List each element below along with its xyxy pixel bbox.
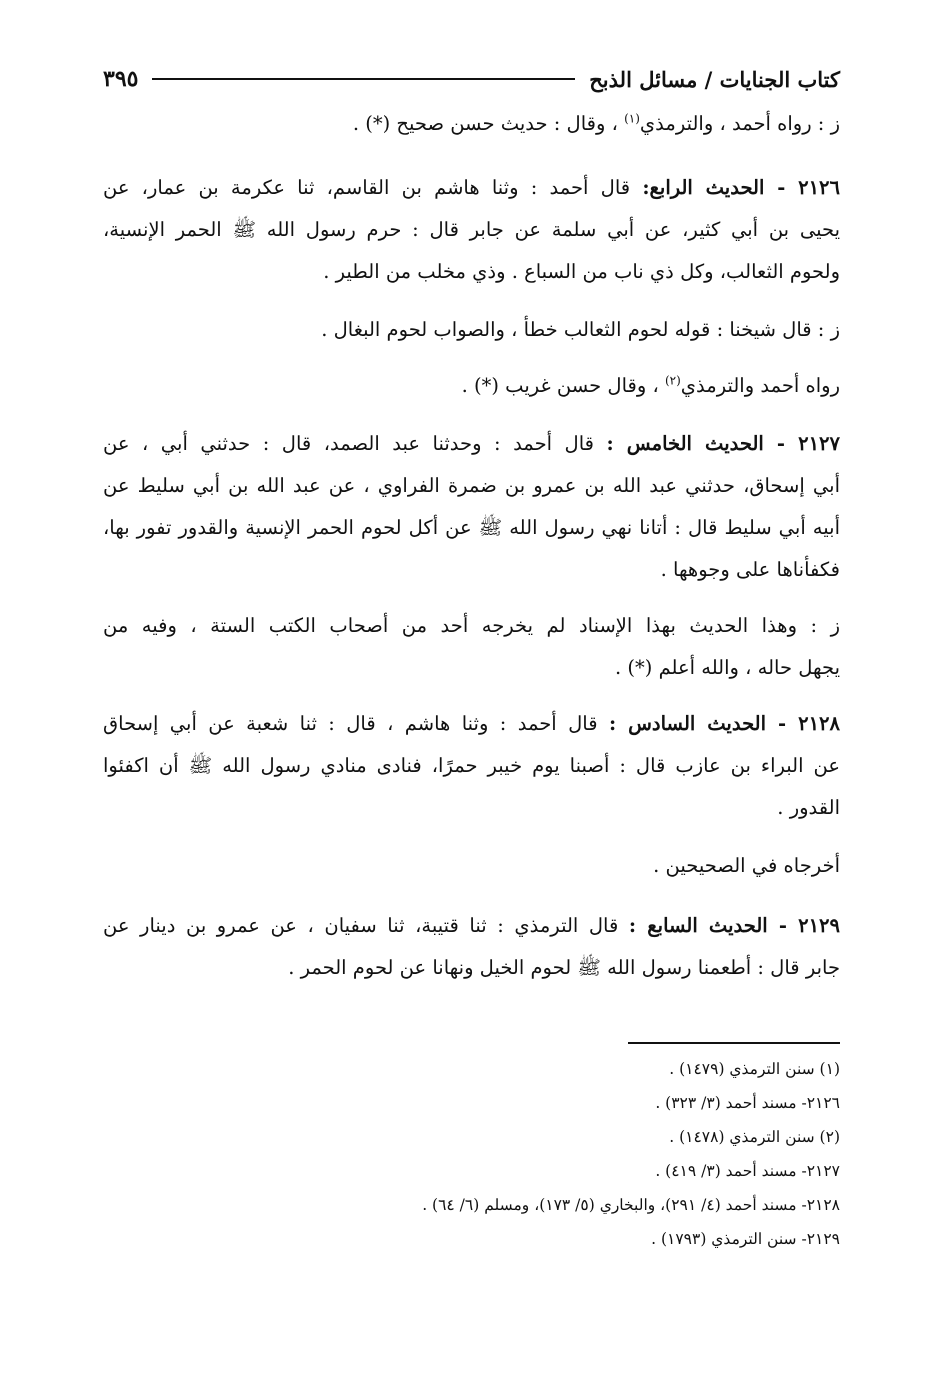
hadith-2127-line-1: ٢١٢٧ - الحديث الخامس : قال أحمد : وحدثنا عبد الصمد، قال : حدثني أبي ، عن	[103, 432, 840, 455]
hadith-label: ٢١٢٩ - الحديث السابع :	[628, 914, 840, 937]
hadith-2126-line-1: ٢١٢٦ - الحديث الرابع: قال أحمد : وثنا هاشم بن القاسم، ثنا عكرمة بن عمار، عن	[103, 176, 840, 199]
takhrij-line: أخرجاه في الصحيحين .	[653, 854, 840, 877]
hadith-2127-line-4: فكفأناها على وجوهها .	[660, 558, 840, 581]
footnote-2129: ٢١٢٩- سنن الترمذي (١٧٩٣) .	[651, 1230, 840, 1248]
hadith-2127-line-3: أبيه أبي سليط قال : أتانا نهي رسول الله ﷺ عن أكل لحوم الحمر الإنسية والقدور تفور بها،	[103, 516, 840, 539]
page-number: ٣٩٥	[103, 66, 139, 92]
comment-2127-line-1: ز : وهذا الحديث بهذا الإسناد لم يخرجه أحد من أصحاب الكتب الستة ، وفيه من	[103, 614, 840, 637]
hadith-label: ٢١٢٦ - الحديث الرابع:	[642, 176, 840, 199]
footnote-divider	[628, 1042, 840, 1044]
footnote-2: (٢) سنن الترمذي (١٤٧٨) .	[669, 1128, 840, 1146]
hadith-2126-line-2: يحيى بن أبي كثير، عن أبي سلمة عن جابر قال : حرم رسول الله ﷺ الحمر الإنسية،	[103, 218, 840, 241]
header-rule	[152, 78, 575, 80]
hadith-2126-line-3: ولحوم الثعالب، وكل ذي ناب من السباع . وذي مخلب من الطير .	[323, 260, 840, 283]
comment-2127-line-2: يجهل حاله ، والله أعلم (*) .	[615, 656, 840, 679]
text-line-1: ز : رواه أحمد ، والترمذي$^{(١)}$ ، وقال : حديث حسن صحيح (*) .	[352, 111, 840, 135]
hadith-2128-line-1: ٢١٢٨ - الحديث السادس : قال أحمد : وثنا هاشم ، قال : ثنا شعبة عن أبي إسحاق	[103, 712, 840, 735]
footnote-ref-1: (١)	[624, 111, 640, 126]
footnote-2128: ٢١٢٨- مسند أحمد (٤/ ٢٩١)، والبخاري (٥/ ١٧٣)، ومسلم (٦/ ٦٤) .	[422, 1196, 840, 1214]
hadith-2128-line-3: القدور .	[777, 796, 840, 819]
footnote-ref-2: (٢)	[664, 373, 681, 388]
header-title: كتاب الجنايات / مسائل الذبح	[589, 66, 840, 92]
comment-line: ز : قال شيخنا : قوله لحوم الثعالب خطأ ، والصواب لحوم البغال .	[321, 318, 840, 341]
hadith-label: ٢١٢٧ - الحديث الخامس :	[606, 432, 840, 455]
footnote-2127: ٢١٢٧- مسند أحمد (٣/ ٤١٩) .	[655, 1162, 840, 1180]
hadith-2129-line-1: ٢١٢٩ - الحديث السابع : قال الترمذي : ثنا قتيبة، ثنا سفيان ، عن عمرو بن دينار عن	[103, 914, 840, 937]
hadith-label: ٢١٢٨ - الحديث السادس :	[608, 712, 840, 735]
footnote-2126: ٢١٢٦- مسند أحمد (٣/ ٣٢٣) .	[655, 1094, 840, 1112]
running-header	[103, 62, 840, 96]
footnote-1: (١) سنن الترمذي (١٤٧٩) .	[669, 1060, 840, 1078]
hadith-2127-line-2: أبي إسحاق، حدثني عبد الله بن عمرو بن ضمرة الفراوي ، عن عبد الله بن أبي سليط عن	[103, 474, 840, 497]
text-line-6: رواه أحمد والترمذي$^{(٢)}$ ، وقال حسن غريب (*) .	[461, 373, 840, 397]
hadith-2128-line-2: عن البراء بن عازب قال : أصبنا يوم خيبر حمرًا، فنادى منادي رسول الله ﷺ أن اكفئوا	[103, 754, 840, 777]
hadith-2129-line-2: جابر قال : أطعمنا رسول الله ﷺ لحوم الخيل ونهانا عن لحوم الحمر .	[288, 956, 840, 979]
